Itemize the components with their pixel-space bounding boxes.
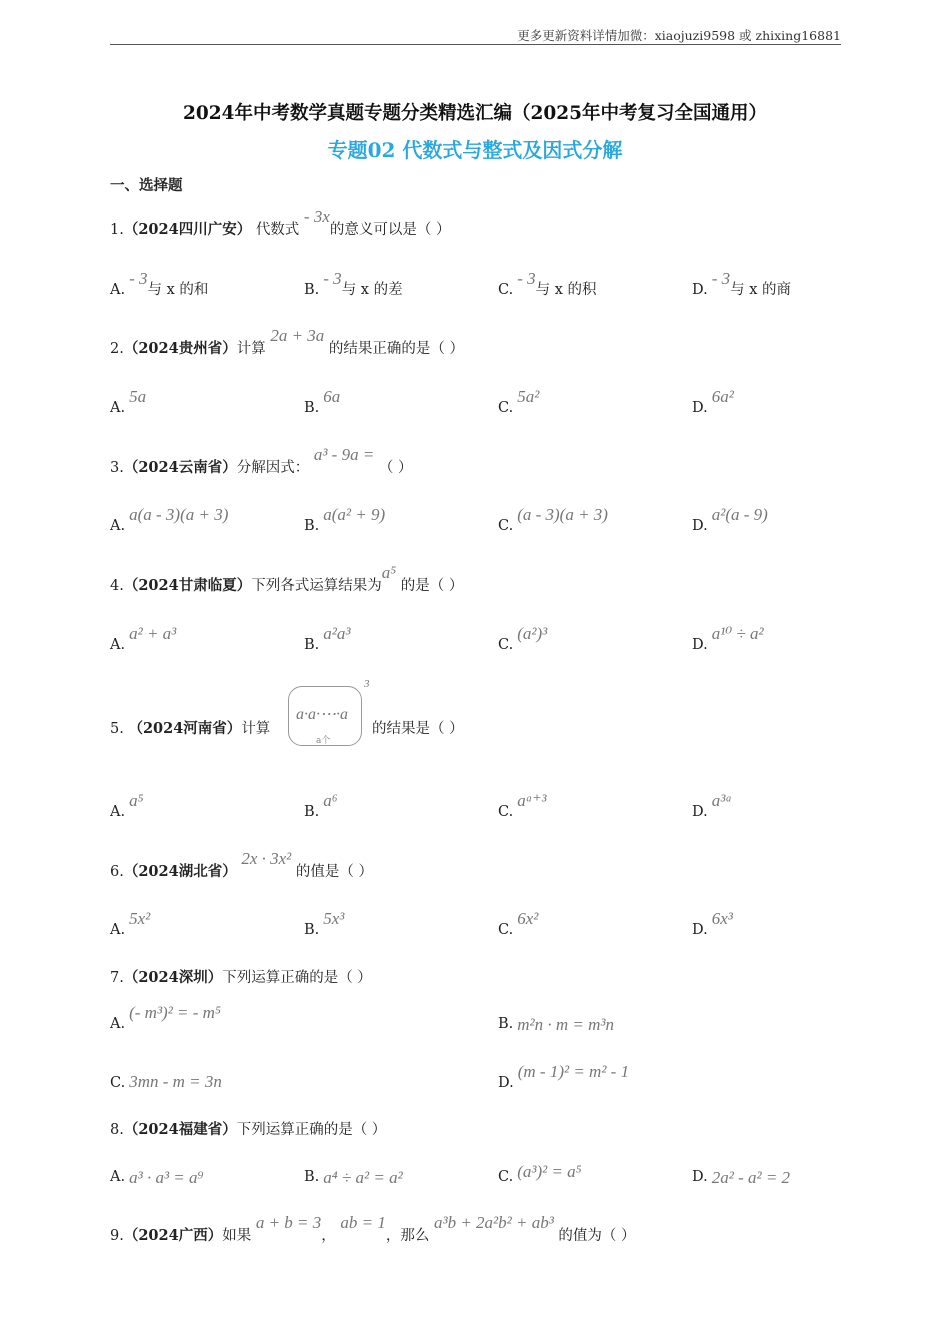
option-c[interactable]: C.(a²)³ — [498, 624, 548, 653]
math-expression: a + b = 3 — [255, 1213, 322, 1232]
question-number: 6. — [110, 864, 124, 880]
question-text: 的结果正确的是（ ） — [328, 341, 465, 357]
page-title: 2024年中考数学真题专题分类精选汇编（2025年中考复习全国通用） — [183, 103, 767, 124]
option-d[interactable]: D.a³ᵃ — [692, 791, 733, 820]
math-expression: a·a·⋯·a — [296, 706, 348, 723]
question-source: （2024云南省） — [123, 459, 237, 476]
question-text: 的值为（ ） — [558, 1228, 636, 1244]
option-b[interactable]: B.a²a³ — [304, 624, 351, 653]
option-d[interactable]: D. 2a² - a² = 2 — [692, 1168, 791, 1187]
option-a[interactable]: A. a³ · a³ = a⁹ — [110, 1168, 204, 1187]
question-4 — [110, 563, 464, 595]
question-5 — [110, 717, 270, 738]
question-8 — [110, 1118, 386, 1139]
option-a[interactable]: A.5x² — [110, 909, 151, 938]
question-number: 9. — [110, 1228, 124, 1244]
question-source: （2024甘肃临夏） — [123, 577, 252, 594]
question-source: （2024福建省） — [123, 1121, 237, 1138]
exponent: 3 — [364, 678, 370, 690]
question-number: 8. — [110, 1122, 124, 1138]
question-source: （2024广西） — [123, 1227, 223, 1244]
question-3 — [110, 445, 413, 477]
option-b[interactable]: B.- 3与 x 的差 — [304, 269, 403, 298]
option-a[interactable]: A.a⁵ — [110, 791, 144, 820]
option-b[interactable]: B.a(a² + 9) — [304, 505, 386, 534]
header-note: 更多更新资料详情加微：xiaojuzi9598 或 zhixing16881 — [517, 28, 841, 43]
option-c[interactable]: C. (a³)² = a⁵ — [498, 1162, 582, 1185]
option-a[interactable]: A.- 3与 x 的和 — [110, 269, 209, 298]
question-source: （2024河南省） — [128, 720, 242, 737]
page-subtitle: 专题02 代数式与整式及因式分解 — [327, 138, 623, 162]
question-number: 2. — [110, 341, 124, 357]
question-text: 的是（ ） — [400, 578, 464, 594]
option-d[interactable]: D.6x³ — [692, 909, 733, 938]
math-expression: a⁵ — [381, 563, 397, 582]
option-c[interactable]: C. 3mn - m = 3n — [110, 1072, 222, 1091]
option-b[interactable]: B.a⁶ — [304, 791, 338, 820]
section-heading: 一、选择题 — [110, 177, 183, 194]
question-text: 代数式 — [255, 222, 300, 238]
option-c[interactable]: C.- 3与 x 的积 — [498, 269, 597, 298]
question-text: 下列各式运算结果为 — [251, 578, 382, 594]
option-a[interactable]: A.5a — [110, 387, 147, 416]
question-source: （2024贵州省） — [123, 340, 237, 357]
question-9 — [110, 1213, 636, 1245]
math-expression: 2x · 3x² — [241, 849, 292, 868]
option-c[interactable]: C.aᵃ⁺³ — [498, 791, 547, 820]
question-number: 4. — [110, 578, 124, 594]
option-a[interactable]: A.a(a - 3)(a + 3) — [110, 505, 229, 534]
question-text: 的结果是（ ） — [372, 721, 464, 737]
question-text: 计算 — [241, 721, 271, 737]
option-b[interactable]: B.6a — [304, 387, 341, 416]
question-text: 的值是（ ） — [295, 864, 373, 880]
option-d[interactable]: D.a²(a - 9) — [692, 505, 768, 534]
question-text: （ ） — [378, 460, 413, 476]
question-text: 计算 — [236, 341, 266, 357]
option-d[interactable]: D.- 3与 x 的商 — [692, 269, 792, 298]
option-c[interactable]: C.(a - 3)(a + 3) — [498, 505, 608, 534]
option-d[interactable]: D.6a² — [692, 387, 734, 416]
question-source: （2024深圳） — [123, 969, 223, 986]
math-expression: a³ - 9a = — [313, 445, 375, 464]
question-text: ， — [321, 1228, 336, 1244]
question-text: 如果 — [222, 1228, 252, 1244]
question-number: 5. — [110, 721, 124, 737]
question-number: 7. — [110, 970, 124, 986]
question-7 — [110, 966, 372, 987]
math-expression: 2a + 3a — [270, 326, 325, 345]
question-6 — [110, 849, 373, 881]
math-expression: ab = 1 — [340, 1213, 386, 1232]
header-divider — [110, 44, 841, 45]
option-b[interactable]: B. a⁴ ÷ a² = a² — [304, 1168, 403, 1187]
question-text: 下列运算正确的是（ ） — [222, 970, 372, 986]
option-c[interactable]: C.5a² — [498, 387, 540, 416]
option-d[interactable]: D.(m - 1)² = m² - 1 — [498, 1062, 630, 1091]
option-a[interactable]: A.a² + a³ — [110, 624, 177, 653]
option-b[interactable]: B. m²n · m = m³n — [498, 1015, 615, 1034]
math-expression: a³b + 2a²b² + ab³ — [433, 1213, 554, 1232]
question-1 — [110, 207, 451, 239]
question-source: （2024四川广安） — [123, 221, 252, 238]
option-c[interactable]: C.6x² — [498, 909, 539, 938]
option-b[interactable]: B.5x³ — [304, 909, 345, 938]
option-a[interactable]: A.(- m³)² = - m⁵ — [110, 1003, 221, 1032]
question-text: 分解因式： — [236, 460, 310, 476]
question-number: 3. — [110, 460, 124, 476]
underbrace-label: a个 — [316, 736, 331, 746]
math-expression: - 3x — [303, 207, 330, 226]
question-source: （2024湖北省） — [123, 863, 237, 880]
question-text: 的意义可以是（ ） — [329, 222, 451, 238]
option-d[interactable]: D.a¹⁰ ÷ a² — [692, 624, 764, 653]
question-number: 1. — [110, 222, 124, 238]
question-2 — [110, 326, 465, 358]
question-text: ，那么 — [385, 1228, 430, 1244]
question-text: 下列运算正确的是（ ） — [236, 1122, 387, 1138]
